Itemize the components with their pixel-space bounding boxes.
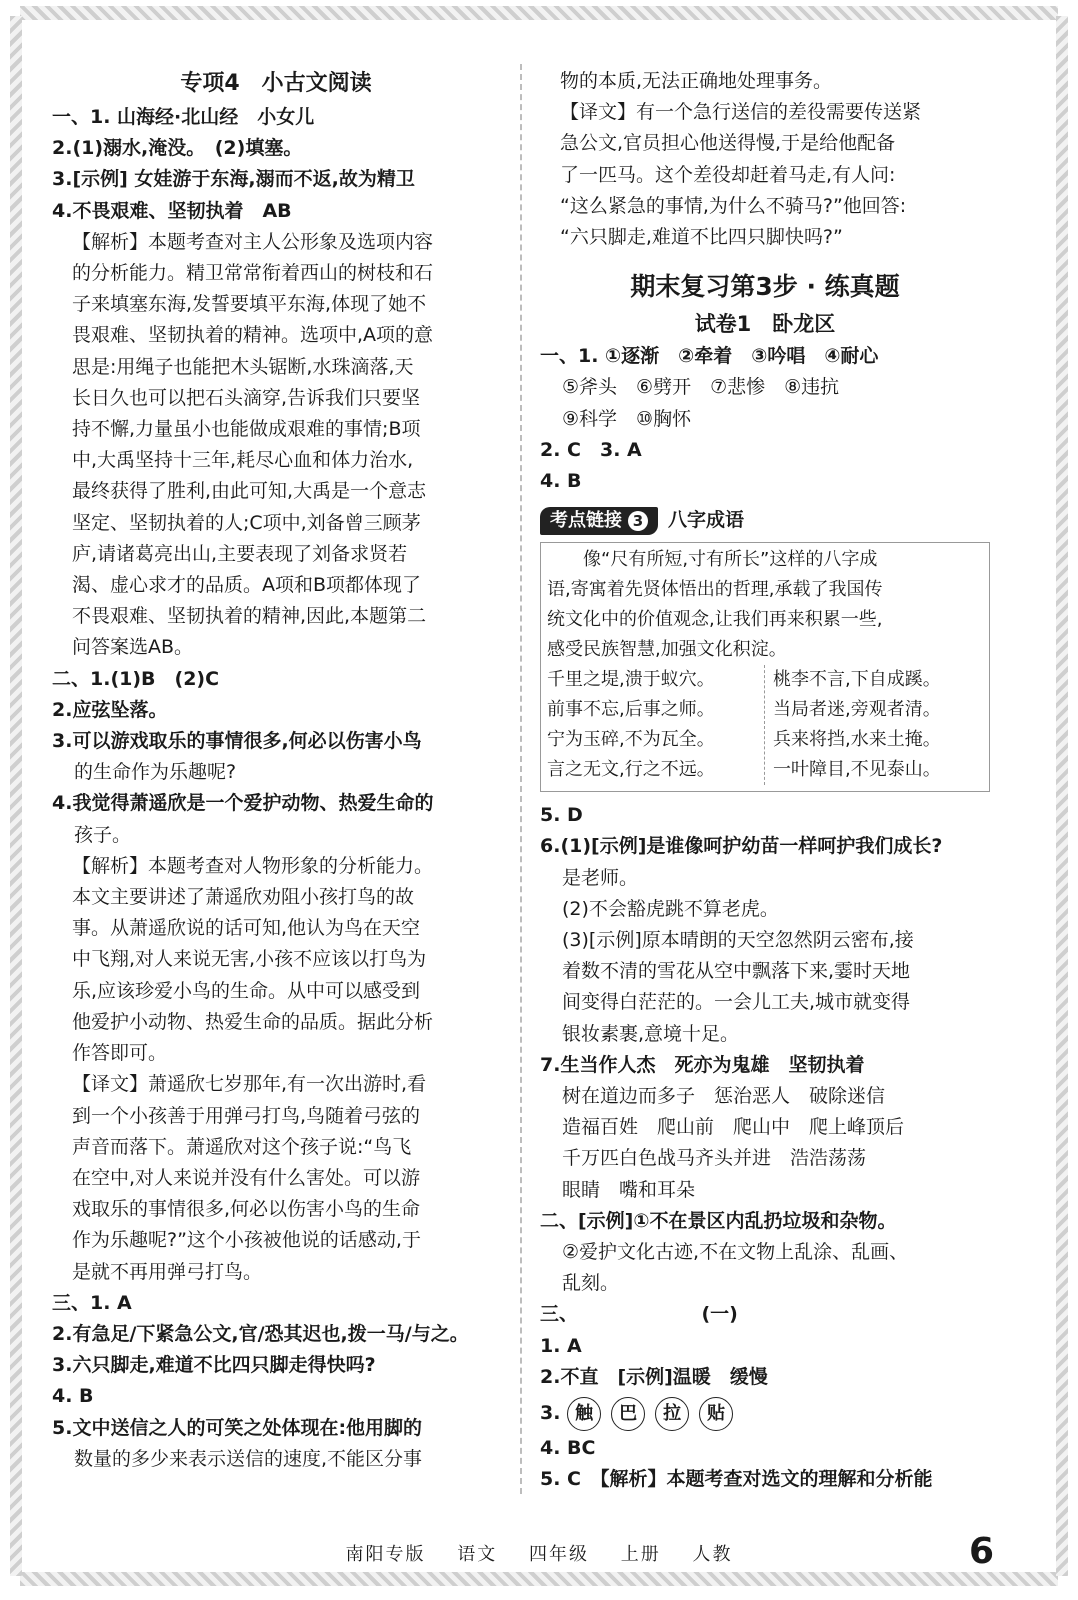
answer-line: 长日久也可以把石头滴穿,告诉我们只要坚 [72,386,421,409]
page-footer [0,1540,1078,1566]
paragraph-line: 统文化中的价值观念,让我们再来积累一些, [547,609,883,631]
footer-edition: 人教 [692,1544,733,1565]
answer-line: 3.六只脚走,难道不比四只脚走得快吗? [52,1354,376,1377]
answer-line: 4. B [52,1385,94,1408]
paragraph-line: 感受民族智慧,加强文化积淀。 [547,639,787,661]
footer-region: 南阳专版 [345,1544,426,1565]
knowledge-link-number: 3 [628,511,648,531]
page-border-right [1056,16,1068,1576]
answer-line: 2.有急足/下紧急公文,官/恐其迟也,拨一马/与之。 [52,1322,469,1345]
page-border-bottom [20,1572,1058,1586]
answer-line: 到一个小孩善于用弹弓打鸟,鸟随着弓弦的 [72,1104,421,1127]
answer-line: 中,大禹坚持十三年,耗尽心血和体力治水, [72,449,414,472]
answer-line: 最终获得了胜利,由此可知,大禹是一个意志 [72,480,427,503]
answer-line: 急公文,官员担心他送得慢,于是给他配备 [560,132,896,155]
answer-line: 坚定、坚韧执着的人;C项中,刘备曾三顾茅 [72,511,421,534]
answer-line: 二、1.(1)B (2)C [52,667,220,690]
answer-line: 【解析】本题考查对主人公形象及选项内容 [72,230,434,253]
answer-line: 是就不再用弹弓打鸟。 [72,1260,263,1283]
right-column [540,66,990,1496]
right-mid-lines [540,341,990,497]
answer-line: 孩子。 [74,823,132,846]
answer-line: 一、1. ①逐渐 ②牵着 ③吟唱 ④耐心 [540,345,879,368]
answer-line: 事。从萧遥欣说的话可知,他认为鸟在天空 [72,917,421,940]
idiom-item: 当局者迷,旁观者清。 [773,699,941,721]
answer-line: 的分析能力。精卫常常衔着西山的树枝和石 [72,262,434,285]
answer-line: 2.应弦坠落。 [52,698,168,721]
left-answer-lines [52,102,500,1475]
section-title: 专项4 小古文阅读 [180,71,372,96]
right-bottom-lines [540,800,990,1393]
answer-line: 不畏艰难、坚韧执着的精神,因此,本题第二 [72,605,427,628]
idiom-list-left [547,665,765,785]
circled-character: 贴 [699,1397,733,1431]
answer-line: 4. BC [540,1437,596,1460]
answer-line: 5. C 【解析】本题考查对选文的理解和分析能 [540,1468,933,1491]
answer-line: 庐,请诸葛亮出山,主要表现了刘备求贤若 [72,542,408,565]
answer-line: 三、 (一) [540,1303,738,1326]
answer-line: 【译文】有一个急行送信的差役需要传送紧 [560,101,922,124]
answer-line: 4. B [540,470,582,493]
answer-line: 着数不清的雪花从空中飘落下来,霎时天地 [562,960,911,983]
right-end-lines [540,1433,990,1495]
answer-line: 5.文中送信之人的可笑之处体现在:他用脚的 [52,1416,423,1439]
answer-line: 思是:用绳子也能把木头锯断,水珠滴落,天 [72,355,414,378]
page-border-top [20,6,1058,20]
answer-line: 声音而落下。萧遥欣对这个孩子说:“鸟飞 [72,1135,412,1158]
question-3-label: 3. [540,1402,561,1425]
circled-characters [567,1402,743,1424]
footer-term: 上册 [620,1544,661,1565]
answer-line: 乐,应该珍爱小鸟的生命。从中可以感受到 [72,979,421,1002]
answer-line: 【译文】萧遥欣七岁那年,有一次出游时,看 [72,1073,427,1096]
answer-line: 的生命作为乐趣呢? [74,761,237,784]
page-number: 6 [968,1531,994,1572]
idiom-item: 桃李不言,下自成蹊。 [773,669,941,691]
answer-line: 银妆素裹,意境十足。 [562,1022,740,1045]
answer-line: 渴、虚心求才的品质。A项和B项都体现了 [72,574,422,597]
answer-line: 畏艰难、坚韧执着的精神。选项中,A项的意 [72,324,434,347]
answer-line: 本文主要讲述了萧遥欣劝阻小孩打鸟的故 [72,886,415,909]
answer-line: 是老师。 [562,866,639,889]
answer-line: 了一匹马。这个差役却赶着马走,有人问: [560,163,896,186]
idiom-list-right [765,665,983,785]
answer-line: 持不懈,力量虽小也能做成艰难的事情;B项 [72,418,421,441]
knowledge-link-box [540,542,990,792]
answer-line: 他爱护小动物、热爱生命的品质。据此分析 [72,1010,434,1033]
answer-line: 4.不畏艰难、坚韧执着 AB [52,199,292,222]
answer-line: 3.[示例] 女娃游于东海,溺而不返,故为精卫 [52,168,415,191]
footer-subject: 语文 [457,1544,498,1565]
knowledge-link-title: 八字成语 [668,509,745,532]
answer-line: 二、[示例]①不在景区内乱扔垃圾和杂物。 [540,1209,897,1232]
answer-line: 7.生当作人杰 死亦为鬼雄 坚韧执着 [540,1053,865,1076]
answer-line: (3)[示例]原本晴朗的天空忽然阴云密布,接 [562,929,914,952]
answer-line: 2. C 3. A [540,438,642,461]
circled-character: 巴 [611,1397,645,1431]
answer-line: 物的本质,无法正确地处理事务。 [560,70,833,92]
knowledge-link-label: 考点链接 [550,509,622,531]
footer-grade: 四年级 [529,1544,589,1565]
answer-line: 作为乐趣呢?”这个小孩被他说的话感动,于 [72,1229,421,1252]
question-3-row [540,1393,990,1433]
answer-line: 千万匹白色战马齐头并进 浩浩荡荡 [562,1147,867,1170]
answer-line: 1. A [540,1334,582,1357]
answer-line: 数量的多少来表示送信的速度,不能区分事 [74,1447,423,1470]
answer-line: 乱刻。 [562,1272,620,1295]
paragraph-line: 像“尺有所短,寸有所长”这样的八字成 [547,549,878,571]
idiom-item: 一叶障目,不见泰山。 [773,759,941,781]
right-top-lines [540,66,990,253]
review-title: 期末复习第3步 · 练真题 [630,272,900,302]
paper-title: 试卷1 卧龙区 [694,312,836,337]
idiom-item: 兵来将挡,水来土掩。 [773,729,941,751]
answer-line: (2)不会豁虎跳不算老虎。 [562,897,779,920]
idiom-item: 言之无文,行之不远。 [547,759,715,781]
answer-line: ⑨科学 ⑩胸怀 [562,407,692,430]
answer-line: 问答案选AB。 [72,636,194,659]
idiom-grid [547,665,983,785]
knowledge-link-badge [540,507,658,535]
answer-line: 5. D [540,804,583,827]
left-column [52,66,500,1475]
answer-line: 造福百姓 爬山前 爬山中 爬上峰顶后 [562,1116,905,1139]
answer-line: 树在道边而多子 惩治恶人 破除迷信 [562,1085,886,1108]
answer-line: 6.(1)[示例]是谁像呵护幼苗一样呵护我们成长? [540,835,943,858]
answer-line: 子来填塞东海,发誓要填平东海,体现了她不 [72,293,427,316]
answer-line: 【解析】本题考查对人物形象的分析能力。 [72,854,434,877]
idiom-item: 千里之堤,溃于蚁穴。 [547,669,715,691]
answer-line: 在空中,对人来说并没有什么害处。可以游 [72,1166,421,1189]
answer-line: 2.不直 [示例]温暖 缓慢 [540,1365,768,1388]
paragraph-line: 语,寄寓着先贤体悟出的哲理,承载了我国传 [547,579,883,601]
answer-line: 戏取乐的事情很多,何必以伤害小鸟的生命 [72,1198,421,1221]
answer-line: “六只脚走,难道不比四只脚快吗?” [560,226,843,249]
answer-line: 一、1. 山海经·北山经 小女儿 [52,106,315,128]
idiom-item: 前事不忘,后事之师。 [547,699,715,721]
answer-line: 作答即可。 [72,1042,168,1065]
knowledge-link-paragraph [547,545,983,665]
circled-character: 拉 [655,1397,689,1431]
answer-line: 间变得白茫茫的。一会儿工夫,城市就变得 [562,991,911,1014]
column-divider [520,64,522,1494]
answer-line: 3.可以游戏取乐的事情很多,何必以伤害小鸟 [52,730,422,753]
answer-line: 眼睛 嘴和耳朵 [562,1178,696,1201]
answer-line: “这么紧急的事情,为什么不骑马?”他回答: [560,194,907,217]
answer-line: ②爱护文化古迹,不在文物上乱涂、乱画、 [562,1241,909,1264]
answer-line: 4.我觉得萧遥欣是一个爱护动物、热爱生命的 [52,792,434,815]
knowledge-link-header [540,505,990,536]
idiom-item: 宁为玉碎,不为瓦全。 [547,729,715,751]
answer-line: 三、1. A [52,1291,132,1314]
page-border-left [10,16,22,1576]
circled-character: 触 [567,1397,601,1431]
answer-line: 中飞翔,对人来说无害,小孩不应该以打鸟为 [72,948,427,971]
answer-line: 2.(1)溺水,淹没。 (2)填塞。 [52,137,303,160]
answer-line: ⑤斧头 ⑥劈开 ⑦悲惨 ⑧违抗 [562,376,840,399]
